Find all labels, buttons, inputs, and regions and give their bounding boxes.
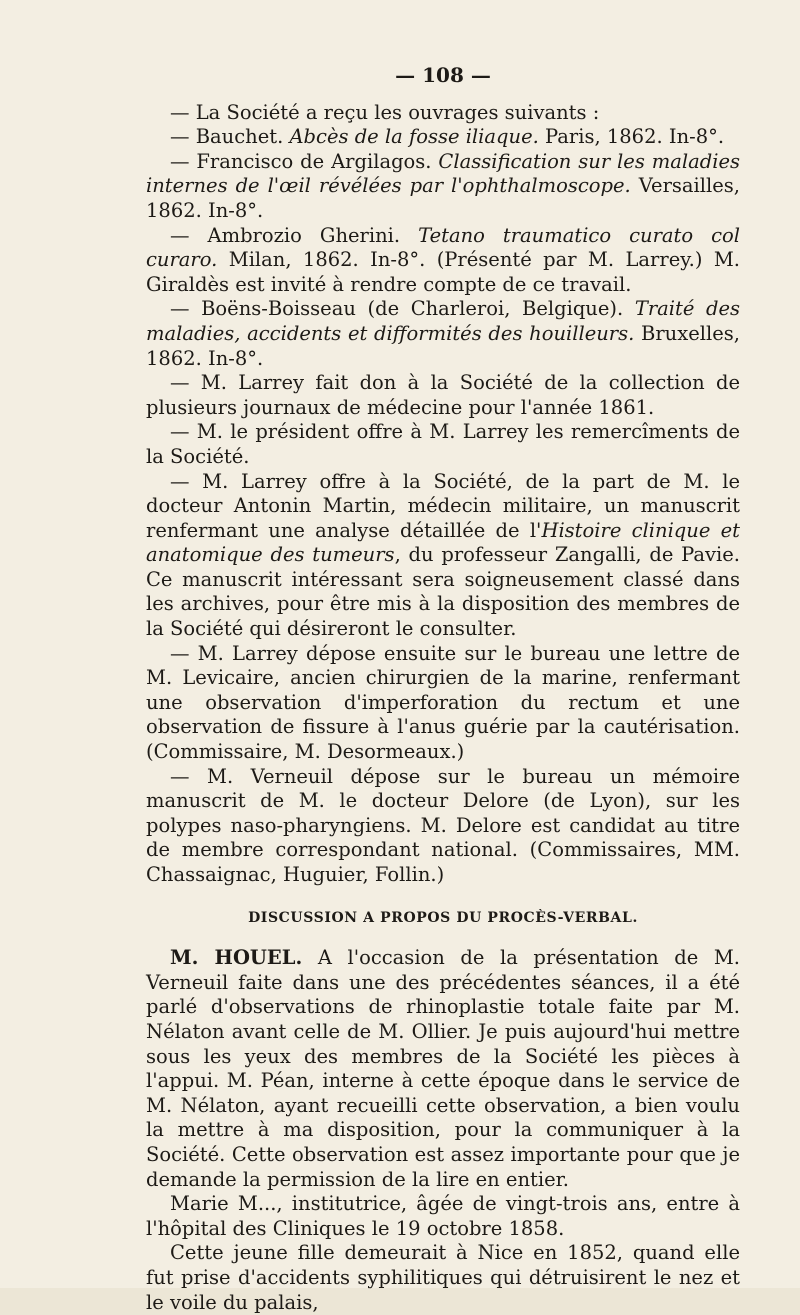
entry-imprint: Versailles, 1862. In-8°. [146,174,740,222]
paragraph-president: — M. le président offre à M. Larrey les remercîments de la Société. [146,420,740,468]
entry-title: Traité des maladies, accidents et difformités des houilleurs. [146,297,740,345]
paragraph-verneuil: — M. Verneuil dépose sur le bureau un mémoire manuscrit de M. le docteur Delore (de Lyon), sur les polypes naso-pharyngiens. M. Delore est candidat au titre de membre correspondant national. (Commissaires, MM. Chassaignac, Huguier, Follin.) [146,764,740,886]
paragraph-case-intro: Marie M..., institutrice, âgée de vingt-trois ans, entre à l'hôpital des Cliniques le 19 octobre 1858. [146,1192,740,1240]
paragraph-text-end: , du professeur Zangalli, de Pavie. Ce manuscrit intéressant sera soigneusement classé dans les archives, pour être mis à la disposition des membres de la Société qui désireront le consulter. [146,543,741,641]
entry-author: — Boëns-Boisseau (de Charleroi, Belgique). [170,297,635,321]
entry-author: — Francisco de Argilagos. [170,149,439,173]
paragraph-larrey-manuscrit [146,470,740,642]
entry-title: Classification sur les maladies internes de l'œil révélées par l'ophthalmoscope. [146,149,740,198]
section-heading: DISCUSSION A PROPOS DU PROCÈS-VERBAL. [248,909,638,926]
speaker-name: M. HOUEL. [170,946,303,970]
paragraph-boens-boisseau [146,297,740,371]
paragraph-intro: — La Société a reçu les ouvrages suivants : [170,100,600,124]
paragraph-text-start: — M. Larrey offre à la Société, de la part de M. le docteur Antonin Martin, médecin militaire, un manuscrit renfermant une analyse détaillée de l' [146,469,740,542]
paragraph-houel [146,946,740,1192]
page-number: — 108 — [395,63,491,87]
entry-author: — Bauchet. [170,125,290,149]
work-title: Histoire clinique et anatomique des tumeurs [146,518,741,567]
entry-imprint: Paris, 1862. In-8°. [538,125,725,149]
paragraph-argilagos [146,150,740,224]
entry-title: Tetano traumatico curato col curaro. [146,223,740,272]
entry-imprint: Bruxelles, 1862. In-8°. [146,321,741,370]
entry-title: Abcès de la fosse iliaque. [289,125,539,149]
paragraph-case-history: Cette jeune fille demeurait à Nice en 1852, quand elle fut prise d'accidents syphilitiques qui détruisirent le nez et le voile du palais, [146,1241,740,1314]
paragraph-gherini [146,224,740,298]
entry-author: — Ambrozio Gherini. [170,223,419,247]
entry-imprint: Milan, 1862. In-8°. (Présenté par M. Larrey.) M. Giraldès est invité à rendre compte de ce travail. [146,248,740,296]
paragraph-levicaire: — M. Larrey dépose ensuite sur le bureau une lettre de M. Levicaire, ancien chirurgien de la marine, renfermant une observation d'imperforation du rectum et une observation de fissure à l'anus guérie par la cautérisation. (Commissaire, M. Desormeaux.) [146,641,740,764]
paragraph-bauchet [146,125,740,150]
speaker-text: A l'occasion de la présentation de M. Verneuil faite dans une des précédentes séances, il a été parlé d'observations de rhinoplastie totale faite par M. Nélaton avant celle de M. Ollier. Je puis aujourd'hui mettre sous les yeux des membres de la Société les pièces à l'appui. M. Péan, interne à cette époque dans le service de M. Nélaton, ayant recueilli cette observation, a bien voulu la mettre à ma disposition, pour la communiquer à la Société. Cette observation est assez importante pour que je demande la permission de la lire en entier. [146,946,740,1191]
paragraph-larrey-don: — M. Larrey fait don à la Société de la collection de plusieurs journaux de médecine pour l'année 1861. [146,371,740,419]
